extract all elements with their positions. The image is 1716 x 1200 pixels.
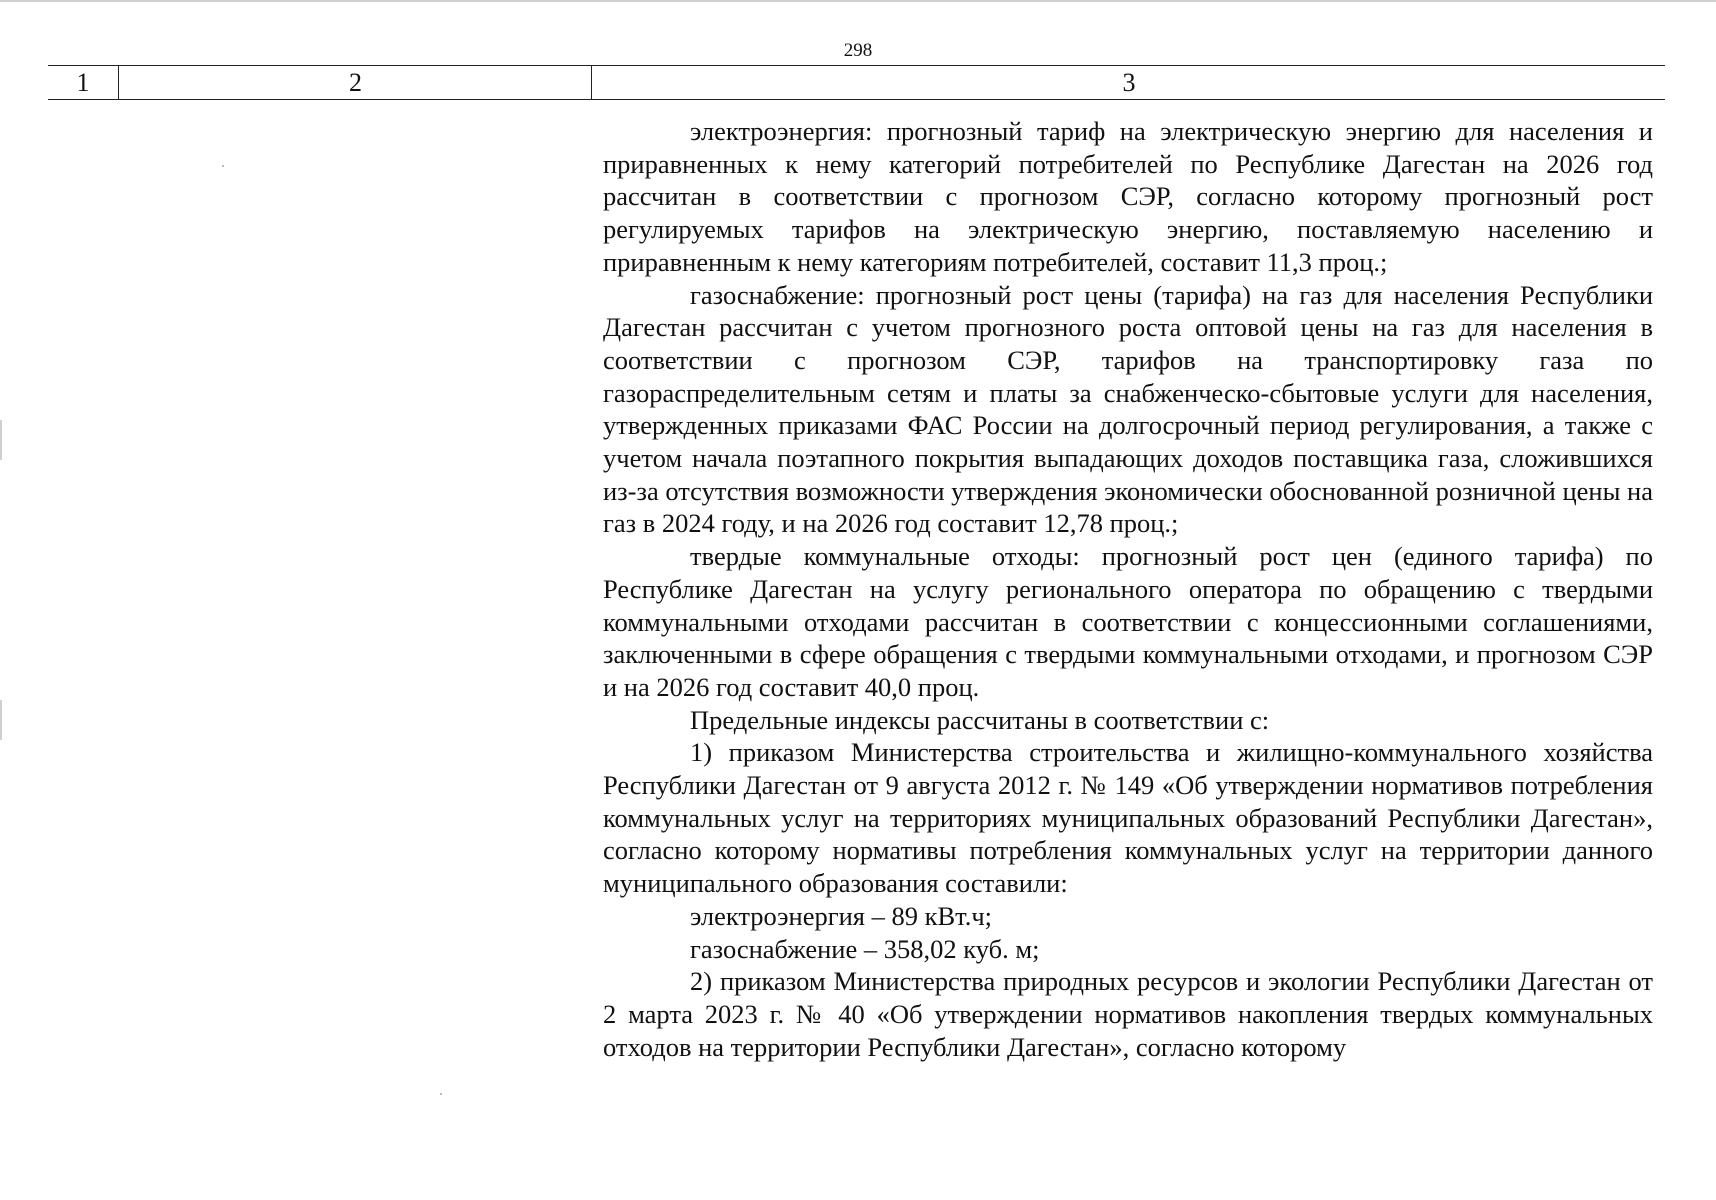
page-number: 298 <box>843 40 873 61</box>
scan-top-edge <box>0 0 1716 2</box>
paragraph-gas-norm: газоснабжение – 358,02 куб. м; <box>690 933 1040 964</box>
scan-speck <box>440 1093 442 1095</box>
paragraph-indices-intro: Предельные индексы рассчитаны в соответствии с: <box>690 704 1270 735</box>
paragraph-solid-waste: твердые коммунальные отходы: прогнозный рост цен (единого тарифа) по Республике Дагестан на услугу регионального оператора по обращению с твердыми коммунальными отходами рассчитан в соответствии с концессионными соглашениями, заключенными в сфере обращения с твердыми коммунальными отходами, и прогнозом СЭР и на 2026 год составит 40,0 проц. <box>603 541 1653 702</box>
scan-artifact <box>0 700 2 740</box>
column-header-3: 3 <box>591 66 1666 99</box>
column-3-text <box>603 115 1653 1063</box>
column-header-2: 2 <box>118 66 592 99</box>
scan-speck <box>222 165 224 167</box>
paragraph-electricity: электроэнергия: прогнозный тариф на электрическую энергию для населения и приравненных к нему категорий потребителей по Республике Дагестан на 2026 год рассчитан в соответствии с прогнозом СЭР, согласно которому прогнозный рост регулируемых тарифов на электрическую энергию, поставляемую населению и приравненным к нему категориям потребителей, составит 11,3 проц.; <box>603 116 1653 277</box>
paragraph-electricity-norm: электроэнергия – 89 кВт.ч; <box>690 900 993 931</box>
paragraph-order-2: 2) приказом Министерства природных ресурсов и экологии Республики Дагестан от 2 марта 2023 г. № 40 «Об утверждении нормативов накопления твердых коммунальных отходов на территории Республики Дагестан», согласно которому <box>603 966 1653 1062</box>
column-header-1: 1 <box>76 68 90 97</box>
scan-artifact <box>0 420 2 460</box>
column-header-row <box>48 65 1665 100</box>
paragraph-order-1: 1) приказом Министерства строительства и жилищно-коммунального хозяйства Республики Дагестан от 9 августа 2012 г. № 149 «Об утверждении нормативов потребления коммунальных услуг на территориях муниципальных образований Республики Дагестан», согласно которому нормативы потребления коммунальных услуг на территории данного муниципального образования составили: <box>603 737 1653 899</box>
paragraph-gas-supply: газоснабжение: прогнозный рост цены (тарифа) на газ для населения Республики Дагестан рассчитан с учетом прогнозного роста оптовой цены на газ для населения в соответствии с прогнозом СЭР, тарифов на транспортировку газа по газораспределительным сетям и платы за снабженческо-сбытовые услуги для населения, утвержденных приказами ФАС России на долгосрочный период регулирования, а также с учетом начала поэтапного покрытия выпадающих доходов поставщика газа, сложившихся из-за отсутствия возможности утверждения экономически обоснованной розничной цены на газ в 2024 году, и на 2026 год составит 12,78 проц.; <box>603 279 1653 539</box>
